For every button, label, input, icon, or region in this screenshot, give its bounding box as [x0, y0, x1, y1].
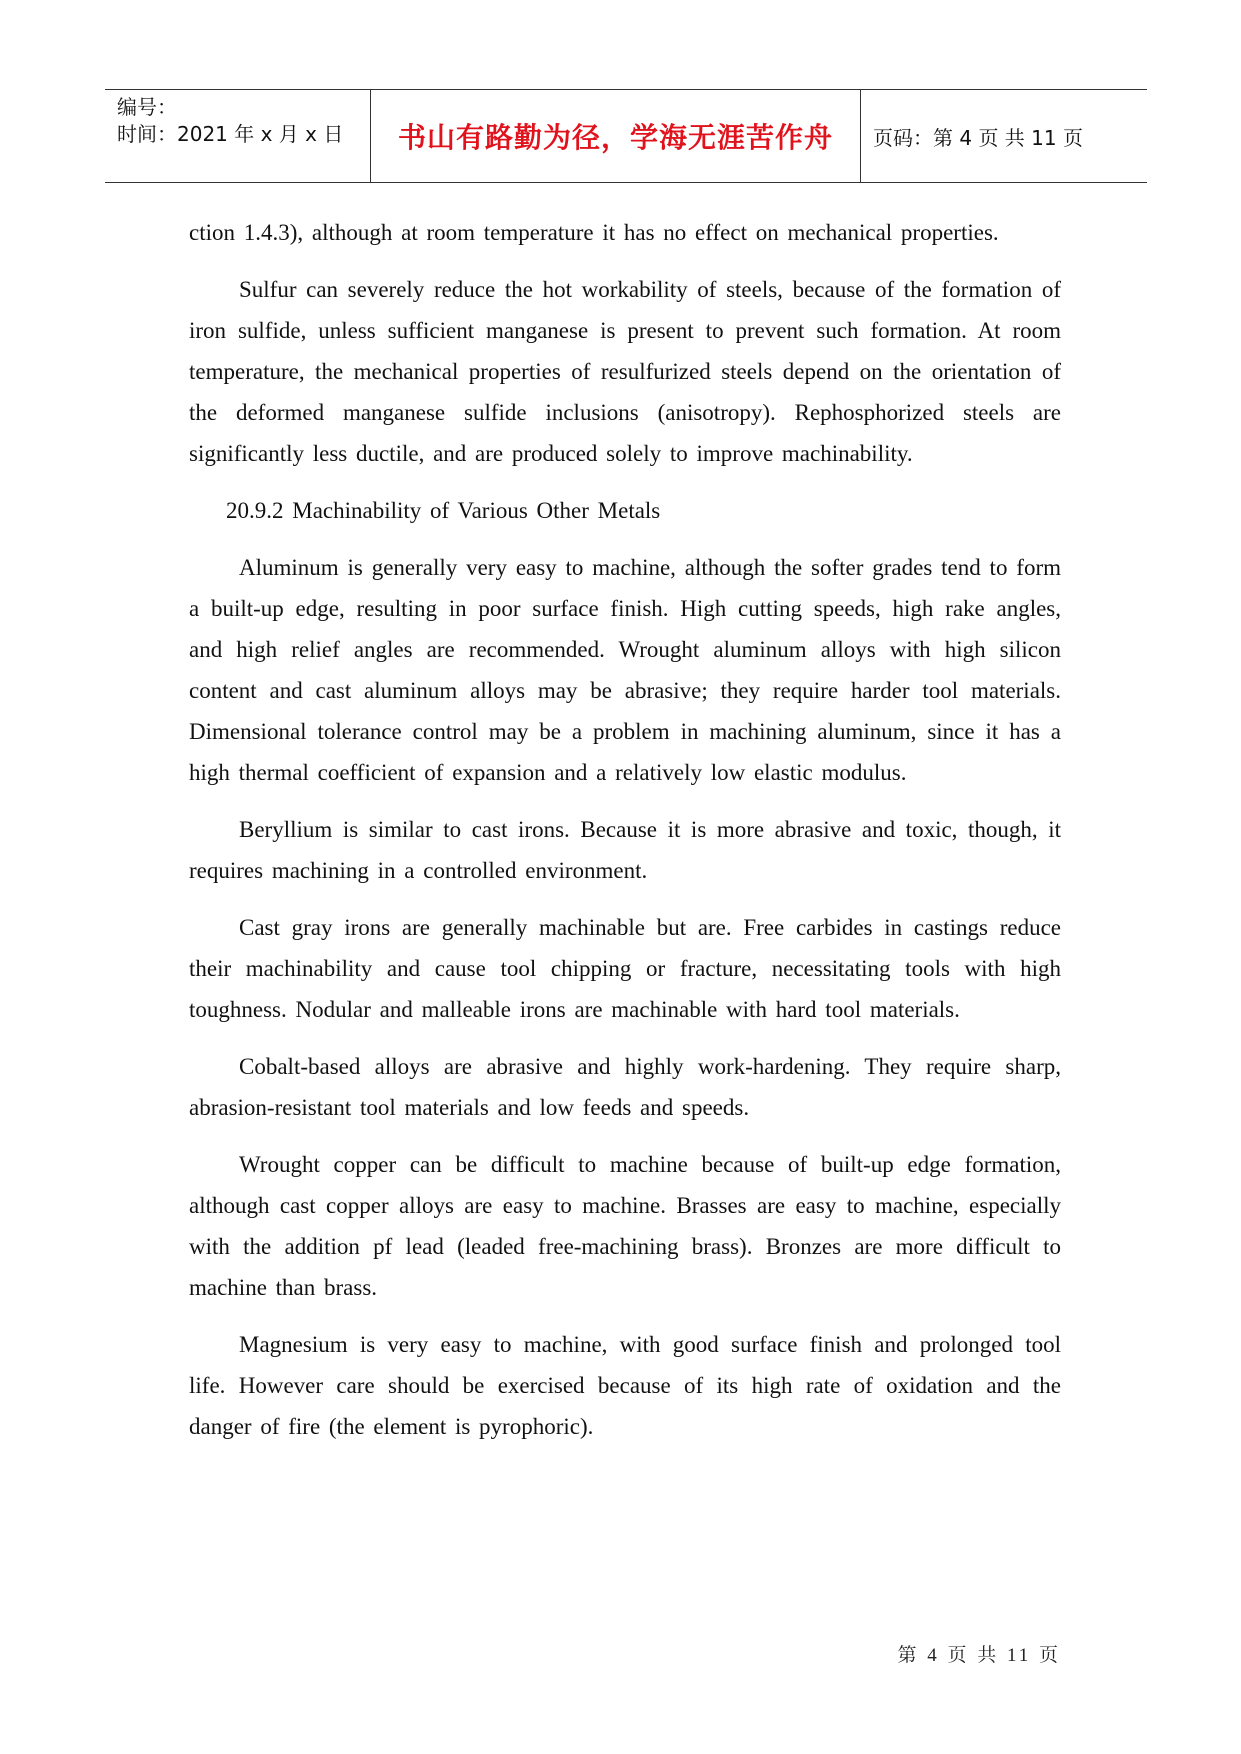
paragraph-magnesium: Magnesium is very easy to machine, with good surface finish and prolonged tool life. However care should be exercised because of its high rate of oxidation and the danger of fire (the element is pyrophoric). [189, 1332, 1061, 1439]
header-meta-cell [105, 90, 370, 182]
header-motto: 书山有路勤为径，学海无涯苦作舟 [397, 121, 833, 154]
serial-number-label: 编号： [117, 95, 177, 119]
paragraph-sulfur: Sulfur can severely reduce the hot workability of steels, because of the formation of iron sulfide, unless sufficient manganese is present to prevent such formation. At room temperature, the mechanical properties of resulfurized steels depend on the orientation of the deformed manganese sulfide inclusions (anisotropy). Rephosphorized steels are significantly less ductile, and are produced solely to improve machinability. [189, 277, 1061, 466]
paragraph-copper: Wrought copper can be difficult to machine because of built-up edge formation, although cast copper alloys are easy to machine. Brasses are easy to machine, especially with the addition pf lead (leaded free-machining brass). Bronzes are more difficult to machine than brass. [189, 1152, 1061, 1300]
header-page-indicator: 页码：第 4 页 共 11 页 [873, 125, 1083, 150]
paragraph-continuation: ction 1.4.3), although at room temperature it has no effect on mechanical properties. [189, 220, 999, 245]
paragraph-cast-gray-irons: Cast gray irons are generally machinable but are. Free carbides in castings reduce their machinability and cause tool chipping or fracture, necessitating tools with high toughness. Nodular and malleable irons are machinable with hard tool materials. [189, 915, 1061, 1022]
paragraph-aluminum: Aluminum is generally very easy to machine, although the softer grades tend to form a built-up edge, resulting in poor surface finish. High cutting speeds, high rake angles, and high relief angles are recommended. Wrought aluminum alloys with high silicon content and cast aluminum alloys may be abrasive; they require harder tool materials. Dimensional tolerance control may be a problem in machining aluminum, since it has a high thermal coefficient of expansion and a relatively low elastic modulus. [189, 555, 1061, 785]
page-footer: 第 4 页 共 11 页 [897, 1645, 1061, 1666]
paragraph-beryllium: Beryllium is similar to cast irons. Because it is more abrasive and toxic, though, it requires machining in a controlled environment. [189, 817, 1061, 883]
paragraph-cobalt: Cobalt-based alloys are abrasive and highly work-hardening. They require sharp, abrasion-resistant tool materials and low feeds and speeds. [189, 1054, 1061, 1120]
document-body [189, 212, 1061, 1463]
date-line: 时间：2021 年 x 月 x 日 [117, 122, 344, 146]
header-page-cell [861, 90, 1147, 182]
document-header [105, 89, 1147, 183]
section-heading: 20.9.2 Machinability of Various Other Metals [226, 498, 661, 523]
header-motto-cell [370, 90, 861, 182]
